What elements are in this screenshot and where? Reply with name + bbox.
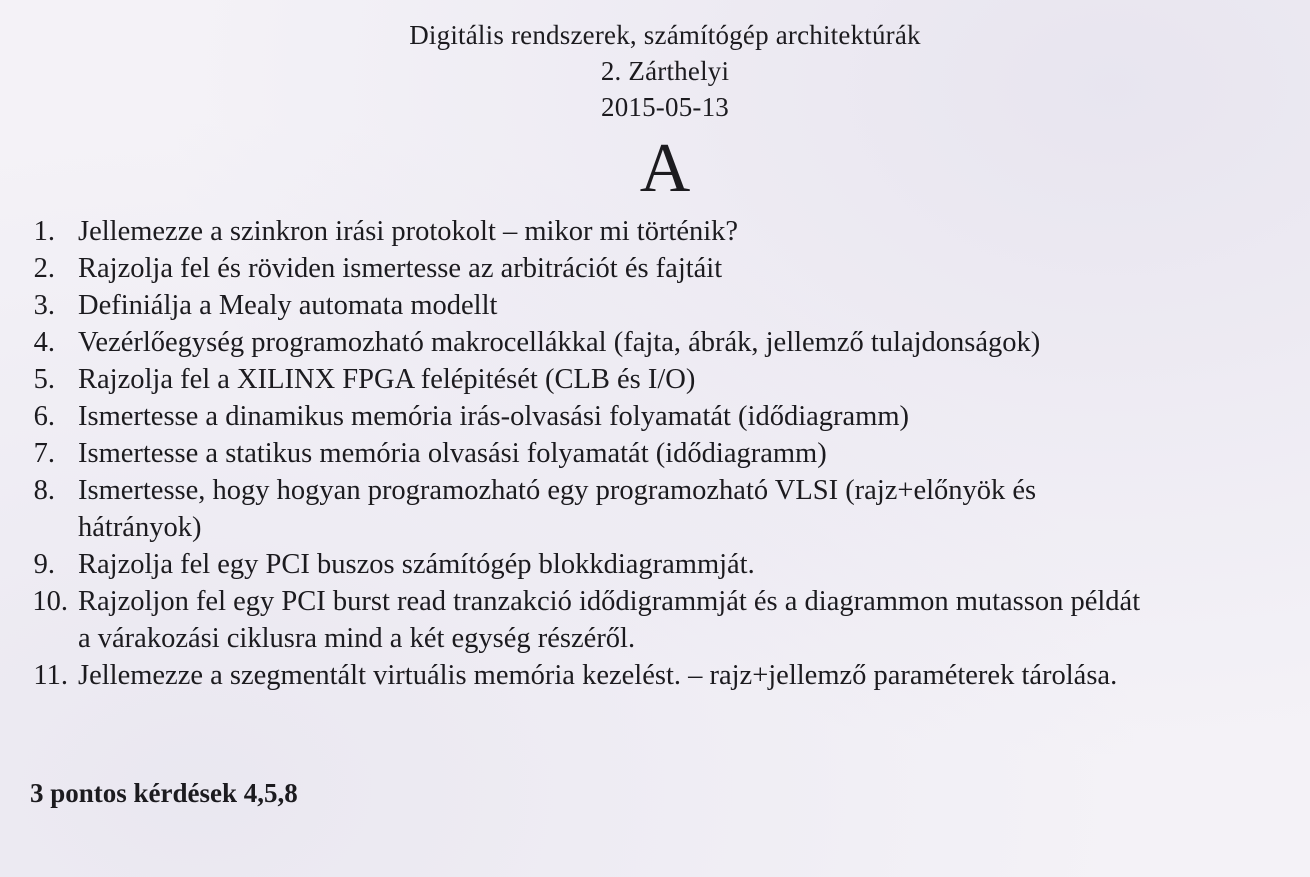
- question-text: Ismertesse a statikus memória olvasási folyamatát (idődiagramm): [78, 438, 827, 469]
- question-item: [0, 435, 1310, 472]
- course-title: Digitális rendszerek, számítógép architektúrák: [409, 20, 921, 50]
- question-item: [0, 398, 1310, 435]
- question-text: Jellemezze a szinkron irási protokolt – mikor mi történik?: [78, 216, 739, 247]
- question-number: 11.: [33, 660, 68, 691]
- question-text: Jellemezze a szegmentált virtuális memória kezelést. – rajz+jellemző paraméterek tárolása.: [78, 660, 1118, 691]
- question-number: 3.: [33, 290, 55, 321]
- question-text: Ismertesse a dinamikus memória irás-olvasási folyamatát (idődiagramm): [78, 401, 909, 432]
- question-text: Ismertesse, hogy hogyan programozható egy programozható VLSI (rajz+előnyök és: [78, 475, 1037, 506]
- question-item: [0, 213, 1310, 250]
- question-text: Rajzolja fel a XILINX FPGA felépitését (CLB és I/O): [78, 364, 696, 395]
- question-item: [0, 546, 1310, 583]
- question-number: 2.: [33, 253, 55, 284]
- question-text: Rajzoljon fel egy PCI burst read tranzakció idődigrammját és a diagrammon mutasson példát: [78, 586, 1141, 617]
- question-number: 10.: [32, 586, 68, 617]
- question-item: [0, 361, 1310, 398]
- question-number: 5.: [33, 364, 55, 395]
- exam-variant: A: [639, 130, 691, 207]
- question-item: [0, 250, 1310, 287]
- question-item: [0, 324, 1310, 361]
- question-text: Vezérlőegység programozható makrocellákkal (fajta, ábrák, jellemző tulajdonságok): [78, 327, 1041, 358]
- question-number: 1.: [33, 216, 55, 247]
- question-number: 6.: [33, 401, 55, 432]
- question-number: 4.: [33, 327, 55, 358]
- question-number: 9.: [33, 549, 55, 580]
- question-list: [0, 213, 1310, 694]
- exam-date: 2015-05-13: [601, 92, 729, 122]
- question-number: 7.: [33, 438, 55, 469]
- question-text-continued: a várakozási ciklusra mind a két egység részéről.: [78, 623, 636, 654]
- exam-name: 2. Zárthelyi: [600, 56, 730, 86]
- question-text-continued: hátrányok): [78, 512, 202, 543]
- question-text: Rajzolja fel egy PCI buszos számítógép blokkdiagrammját.: [78, 549, 755, 580]
- question-item: [0, 583, 1310, 657]
- question-text: Rajzolja fel és röviden ismertesse az arbitrációt és fajtáit: [78, 253, 723, 284]
- question-number: 8.: [33, 475, 55, 506]
- question-text: Definiálja a Mealy automata modellt: [78, 290, 498, 321]
- points-note: 3 pontos kérdések 4,5,8: [30, 778, 298, 808]
- question-item: [0, 287, 1310, 324]
- exam-header: [0, 17, 1310, 205]
- question-item: [0, 472, 1310, 546]
- question-item: [0, 657, 1310, 694]
